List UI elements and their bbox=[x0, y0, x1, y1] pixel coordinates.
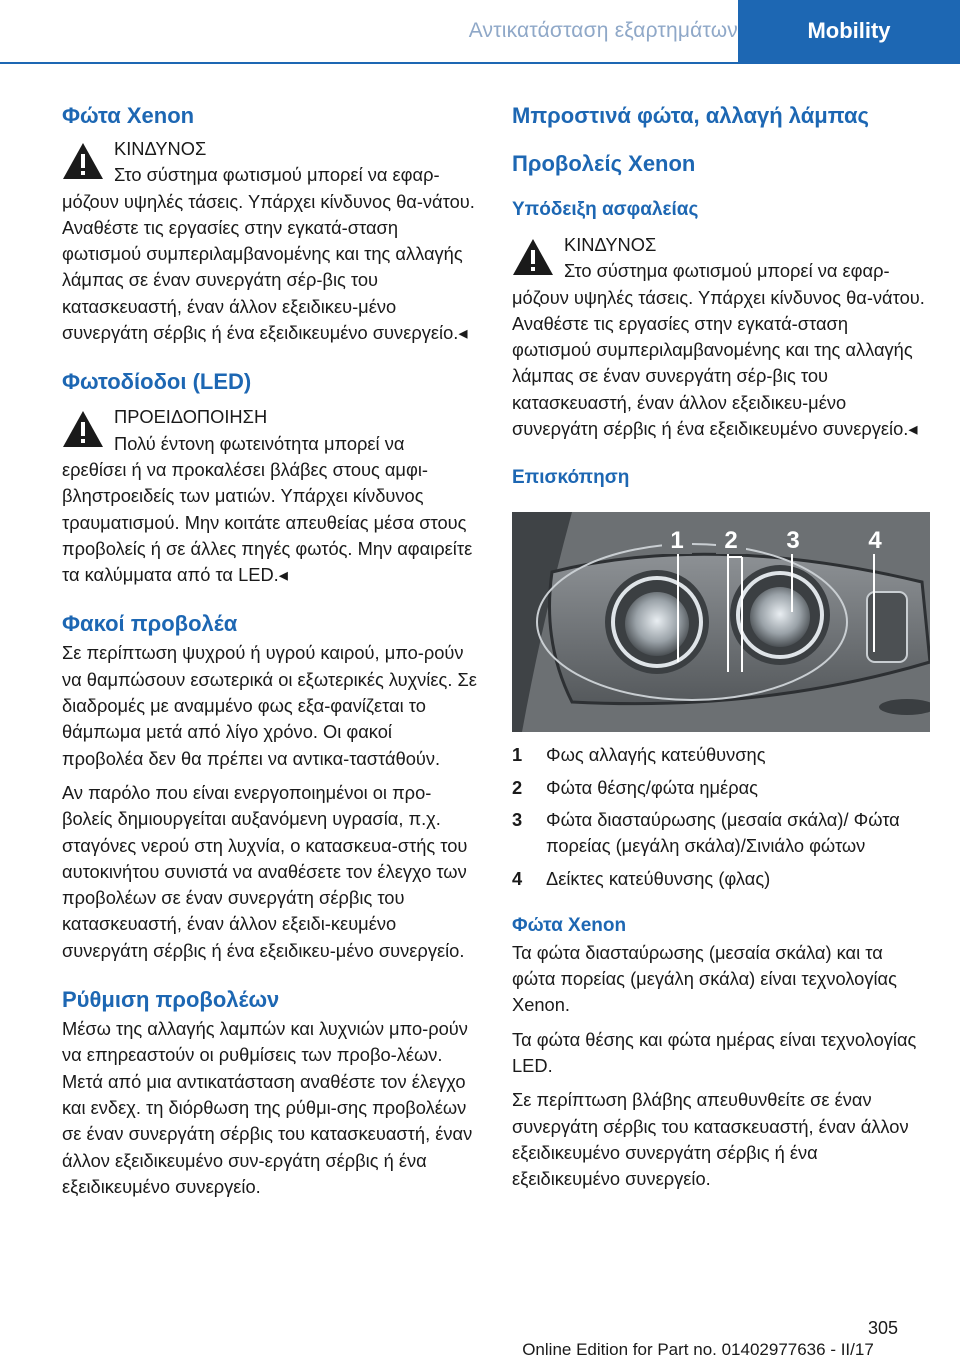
legend-item bbox=[512, 775, 930, 801]
safety-note-title: Υπόδειξη ασφαλείας bbox=[512, 199, 699, 220]
legend-text: Φώτα θέσης/φώτα ημέρας bbox=[546, 776, 758, 798]
warning-block-danger bbox=[512, 232, 930, 442]
header-section-title: Αντικατάσταση εξαρτημάτων bbox=[468, 19, 738, 42]
warning-block-caution bbox=[62, 404, 478, 588]
section-title-bulb-change: Μπροστινά φώτα, αλλαγή λάμπας bbox=[512, 103, 869, 128]
paragraph: Μέσω της αλλαγής λαμπών και λυχνιών μπο-ρούν να επηρεαστούν οι ρυθμίσεις των προβο-λέων. Μετά από μια αντικατάσταση αναθέστε τον έλεγχο και ενδεχ. τη διόρθωση της ρύθμι-σης προβολέων σε έναν συνεργάτη σέρβις του κατασκευαστή, έναν άλλον εξειδικευμένο συν-εργάτη σέρβις ή ένα εξειδικευμένο συνεργείο. bbox=[62, 1018, 473, 1197]
section-title-xenon-lights: Φώτα Xenon bbox=[62, 103, 195, 128]
warning-label: ΠΡΟΕΙΔΟΠΟΙΗΣΗ bbox=[114, 406, 268, 428]
callout-2: 2 bbox=[724, 527, 738, 555]
legend-list bbox=[512, 742, 930, 891]
legend-item bbox=[512, 742, 930, 768]
edition-note: Online Edition for Part no. 01402977636 - II/17 bbox=[522, 1340, 874, 1359]
paragraph: Αν παρόλο που είναι ενεργοποιημένοι οι προ-βολείς δημιουργείται αυξανόμενη υγρασία, π.χ. σταγόνες νερού στη λυχνία, ο κατασκευα-στής του αυτοκινήτου συνιστά να αναθέσετε τον έλεγχο των προβολέων σε έναν συνεργάτη σέρβις του κατασκευαστή, έναν άλλον εξειδι-κευμένο συνεργάτη σέρβις ή ένα εξειδικευ-μένο συνεργείο. bbox=[62, 781, 468, 961]
legend-item bbox=[512, 866, 930, 892]
headlight-illustration bbox=[512, 512, 930, 732]
legend-text: Δείκτες κατεύθυνσης (φλας) bbox=[546, 867, 771, 889]
legend-number: 3 bbox=[512, 808, 523, 830]
warning-text: μόζουν υψηλές τάσεις. Υπάρχει κίνδυνος θα-νάτου. Αναθέστε τις εργασίες στην εγκατά-σταση φωτισμού συμπεριλαμβανομένης και της αλλαγής λάμπας σε έναν συνεργάτη σέρ-βις του κατασκευαστή, έναν άλλον εξειδικευ-μένο συνεργάτη σέρβις ή ένα εξειδικευμένο συνεργείο.◂ bbox=[512, 286, 925, 440]
callout-1: 1 bbox=[670, 527, 684, 555]
warning-triangle-icon bbox=[512, 238, 554, 276]
legend-text: Φως αλλαγής κατεύθυνσης bbox=[546, 744, 766, 766]
warning-block-danger bbox=[62, 136, 478, 346]
warning-label: ΚΙΝΔΥΝΟΣ bbox=[114, 138, 207, 159]
warning-text: μόζουν υψηλές τάσεις. Υπάρχει κίνδυνος θα-νάτου. Αναθέστε τις εργασίες στην εγκατά-σταση φωτισμού συμπεριλαμβανομένης και της αλλαγής λάμπας σε έναν συνεργάτη σέρ-βις του κατασκευαστή, έναν άλλον εξειδικευ-μένο συνεργάτη σέρβις ή ένα εξειδικευμένο συνεργείο.◂ bbox=[62, 190, 475, 344]
legend-text: Φώτα διασταύρωσης (μεσαία σκάλα)/ Φώτα πορείας (μεγάλη σκάλα)/Σινιάλο φώτων bbox=[546, 808, 900, 857]
section-title-led: Φωτοδίοδοι (LED) bbox=[62, 369, 252, 395]
legend-item bbox=[512, 807, 930, 860]
header-divider bbox=[0, 62, 960, 64]
paragraph: Τα φώτα διασταύρωσης (μεσαία σκάλα) και τα φώτα πορείας (μεγάλη σκάλα) είναι τεχνολογίας Xenon. bbox=[512, 941, 897, 1016]
section-title-headlight-lenses: Φακοί προβολέα bbox=[62, 611, 238, 637]
warning-triangle-icon bbox=[62, 410, 104, 448]
overview-title: Επισκόπηση bbox=[512, 467, 630, 489]
warning-text-first-line: Πολύ έντονη φωτεινότητα μπορεί να bbox=[114, 432, 405, 454]
warning-text: ερεθίσει ή να προκαλέσει βλάβες στους αμφι-βληστροειδείς των ματιών. Υπάρχει κίνδυνος τραυματισμού. Μην κοιτάτε απευθείας μέσα στους προβολείς ή σε άλλες πηγές φωτός. Μην αφαιρείτε τα καλύμματα από τα LED.◂ bbox=[62, 458, 473, 586]
paragraph: Τα φώτα θέσης και φώτα ημέρας είναι τεχνολογίας LED. bbox=[512, 1028, 917, 1077]
section-title-xenon-lights: Φώτα Xenon bbox=[512, 914, 627, 936]
section-title-headlight-adjustment: Ρύθμιση προβολέων bbox=[62, 987, 280, 1013]
paragraph: Σε περίπτωση βλάβης απευθυνθείτε σε έναν συνεργάτη σέρβις του κατασκευαστή, έναν άλλον εξειδικευμένο συνεργάτη σέρβις ή ένα εξειδικευμένο συνεργείο. bbox=[512, 1089, 909, 1190]
warning-triangle-icon bbox=[62, 142, 104, 180]
page-header bbox=[0, 0, 960, 62]
callout-3: 3 bbox=[786, 527, 800, 555]
left-column bbox=[62, 100, 478, 1200]
page-number: 305 bbox=[867, 1318, 898, 1338]
subsection-title-xenon-headlights: Προβολείς Xenon bbox=[512, 151, 696, 176]
legend-number: 1 bbox=[512, 744, 523, 766]
warning-text-first-line: Στο σύστημα φωτισμού μπορεί να εφαρ- bbox=[564, 260, 890, 282]
header-tab-mobility[interactable]: Mobility bbox=[738, 0, 960, 62]
warning-text-first-line: Στο σύστημα φωτισμού μπορεί να εφαρ- bbox=[114, 164, 440, 186]
callout-4: 4 bbox=[868, 527, 882, 555]
headlight-figure bbox=[512, 512, 930, 732]
legend-number: 2 bbox=[512, 776, 523, 798]
legend-number: 4 bbox=[512, 867, 523, 889]
paragraph: Σε περίπτωση ψυχρού ή υγρού καιρού, μπο-ρούν να θαμπώσουν εσωτερικά οι εξωτερικές λυχνίες. Σε διαδρομές με αναμμένο φως εξα-φανίζεται το θάμπωμα μετά από λίγο χρόνο. Οι φακοί προβολέα δεν θα πρέπει να αντικα-ταστάθούν. bbox=[62, 642, 477, 769]
right-column bbox=[512, 100, 930, 1193]
warning-label: ΚΙΝΔΥΝΟΣ bbox=[564, 234, 657, 255]
